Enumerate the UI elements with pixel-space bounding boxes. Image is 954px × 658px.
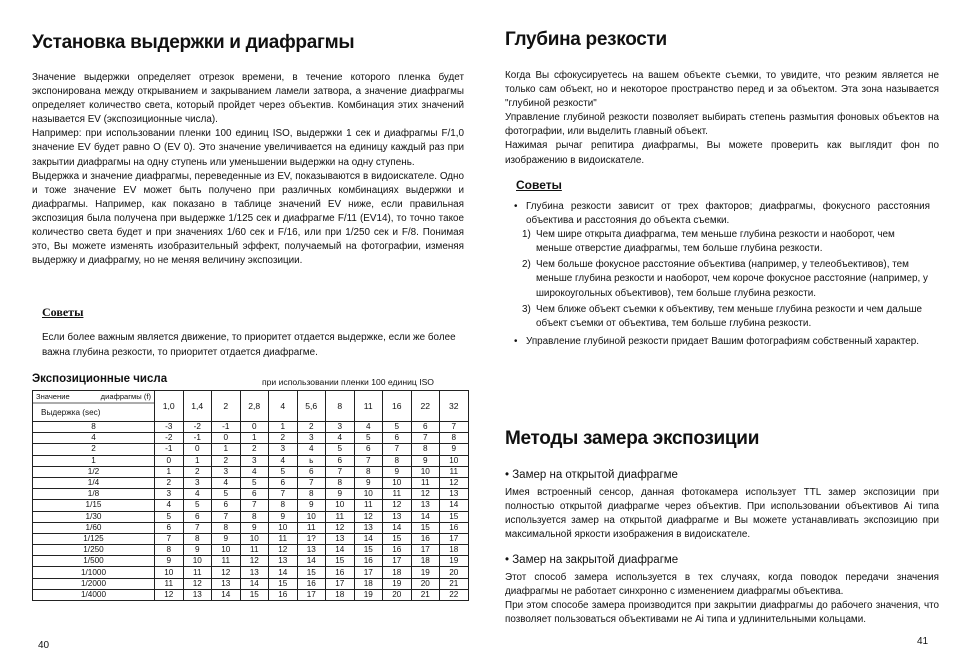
table-row (33, 433, 469, 444)
ev-cell: 11 (297, 522, 326, 533)
ev-cell: 8 (269, 500, 298, 511)
ev-cell: 16 (297, 578, 326, 589)
ev-cell: 13 (383, 511, 412, 522)
table-row (33, 522, 469, 533)
ev-cell: -1 (183, 433, 212, 444)
ev-cell: 7 (383, 444, 412, 455)
open-aperture-text: Имея встроенный сенсор, данная фотокамера использует TTL замер экспозиции при полностью открытой диафрагме через объектив. При использовании объективов Ai типа используется замер на открытой диафрагме и Вы можете устанавливать экспозицию при максимальной яркости изображения в видоискателе. (505, 487, 939, 541)
ev-cell: 8 (297, 489, 326, 500)
shutter-cell: 1/250 (33, 545, 155, 556)
table-row (33, 489, 469, 500)
right-tips-heading: Советы (516, 178, 562, 192)
ev-cell: 8 (155, 545, 184, 556)
ev-cell: 16 (440, 522, 469, 533)
ev-cell: 7 (269, 489, 298, 500)
ev-cell: 7 (411, 433, 440, 444)
ev-cell: 6 (354, 444, 383, 455)
ev-cell: 7 (297, 477, 326, 488)
ev-cell: 14 (297, 556, 326, 567)
ev-cell: 4 (155, 500, 184, 511)
dof-paragraph-1: Когда Вы сфокусируетесь на вашем объекте съемки, то увидите, что резким является не только сам объект, но и некоторое пространство перед и за объектом. Эта зона называется "глубиной резкости" (505, 70, 939, 110)
aperture-header-cell: 4 (269, 391, 298, 422)
table-row (33, 477, 469, 488)
ev-cell: 10 (212, 545, 241, 556)
aperture-header-cell: 5,6 (297, 391, 326, 422)
ev-cell: 17 (326, 578, 355, 589)
ev-cell: 20 (440, 567, 469, 578)
closed-aperture-heading-text: Замер на закрытой диафрагме (512, 554, 679, 566)
ev-cell: 0 (183, 444, 212, 455)
ev-cell: 12 (269, 545, 298, 556)
ev-cell: 6 (326, 455, 355, 466)
ev-cell: 9 (354, 477, 383, 488)
subitem-number: 1) (522, 229, 531, 241)
ev-cell: 2 (297, 422, 326, 433)
aperture-header-cell: 2 (212, 391, 241, 422)
ev-cell: 16 (326, 567, 355, 578)
tips-subitem-3 (522, 303, 930, 331)
ev-cell: 12 (240, 556, 269, 567)
ev-cell: 2 (240, 444, 269, 455)
tips-bullet-2 (514, 335, 930, 349)
shutter-cell: 1/30 (33, 511, 155, 522)
ev-cell: 1 (269, 422, 298, 433)
ev-cell: 11 (354, 500, 383, 511)
ev-cell: 4 (269, 455, 298, 466)
dof-title: Глубина резкости (505, 29, 667, 50)
ev-cell: 3 (183, 477, 212, 488)
aperture-header-cell: 32 (440, 391, 469, 422)
ev-cell: 7 (326, 466, 355, 477)
ev-cell: 13 (212, 578, 241, 589)
dof-intro (505, 69, 939, 168)
ev-cell: 9 (411, 455, 440, 466)
ev-cell: 4 (183, 489, 212, 500)
ev-cell: 13 (183, 589, 212, 600)
shutter-cell: 1/2 (33, 466, 155, 477)
subitem-text: Чем больше фокусное расстояние объектива (например, у телеобъективов), тем меньше глубина резкости и наоборот, чем короче фокусное расстояние (например, у широкоугольных объективов), тем больше глубина резкости. (536, 259, 928, 299)
table-row (33, 545, 469, 556)
shutter-cell: 1/8 (33, 489, 155, 500)
ev-cell: 4 (326, 433, 355, 444)
ev-cell: 3 (297, 433, 326, 444)
ev-cell: 9 (383, 466, 412, 477)
ev-cell: 14 (354, 533, 383, 544)
bullet-mark: • (514, 201, 518, 212)
ev-cell: 2 (183, 466, 212, 477)
intro-paragraph-2: Например: при использовании пленки 100 единиц ISO, выдержки 1 сек и диафрагмы F/1,0 значение EV будет равно О (EV 0). Это значение увеличивается на единицу каждый раз при закрытии диафрагмы на одну ступень или уменьшении выдержки на одну ступень. (32, 128, 464, 168)
ev-cell: 14 (440, 500, 469, 511)
ev-cell: 1 (183, 455, 212, 466)
ev-cell: 13 (297, 545, 326, 556)
ev-cell: 17 (354, 567, 383, 578)
ev-cell: 2 (155, 477, 184, 488)
table-row (33, 511, 469, 522)
ev-cell: 14 (383, 522, 412, 533)
ev-cell: 16 (354, 556, 383, 567)
ev-cell: 2 (212, 455, 241, 466)
ev-cell: 12 (212, 567, 241, 578)
exposure-table (32, 390, 469, 601)
ev-cell: 10 (411, 466, 440, 477)
shutter-cell: 1/15 (33, 500, 155, 511)
intro-paragraph-3: Выдержка и значение диафрагмы, переведенные из EV, показываются в видоискателе. Одно и тоже значение EV может быть получено при различных комбинациях выдержки и диафрагмы. Например, как показано в таблице значений EV ниже, если правильная экспозиция была получена при выдержке 1/125 сек и диафрагме F/11 (EV14), то точно такое количество света будет и при значениях 1/60 сек и F/16, или при 1/250 сек и F/8. Понимая это, Вы можете изменять изобразительный эффект, получаемый на фотографии, изменяя выдержку и диафрагму, но не меняя величину экспозиции. (32, 170, 464, 267)
ev-cell: 10 (240, 533, 269, 544)
closed-paragraph-1: Этот способ замера используется в тех случаях, когда поводок передачи значения диафрагмы не работает синхронно с изменением диафрагмы объектива. (505, 572, 939, 598)
subitem-text: Чем шире открыта диафрагма, тем меньше глубина резкости и наоборот, чем меньше отверстие диафрагмы, тем больше глубина резкости. (536, 229, 895, 255)
tips-subitem-2 (522, 258, 930, 300)
ev-cell: 1? (297, 533, 326, 544)
ev-cell: 4 (240, 466, 269, 477)
ev-cell: 13 (354, 522, 383, 533)
ev-cell: 3 (155, 489, 184, 500)
dof-paragraph-2: Управление глубиной резкости позволяет выбирать степень размытия фоновых объектов на фотографии, или выделить главный объект. (505, 112, 939, 138)
dof-paragraph-3: Нажимая рычаг репитира диафрагмы, Вы можете проверить как выглядит фон по изображению в видоискателе. (505, 140, 939, 166)
ev-cell: 1 (212, 444, 241, 455)
ev-cell: 8 (183, 533, 212, 544)
aperture-header-cell: 22 (411, 391, 440, 422)
shutter-cell: 2 (33, 444, 155, 455)
ev-cell: 15 (240, 589, 269, 600)
ev-cell: 0 (155, 455, 184, 466)
ev-cell: 2 (269, 433, 298, 444)
ev-cell: 14 (212, 589, 241, 600)
ev-cell: 3 (240, 455, 269, 466)
ev-cell: 21 (411, 589, 440, 600)
ev-cell: 19 (354, 589, 383, 600)
table-note: при использовании пленки 100 единиц ISO (262, 377, 434, 387)
table-row (33, 466, 469, 477)
ev-cell: -3 (155, 422, 184, 433)
ev-cell: 13 (240, 567, 269, 578)
ev-cell: 3 (269, 444, 298, 455)
ev-cell: -2 (183, 422, 212, 433)
ev-cell: 6 (411, 422, 440, 433)
ev-cell: 7 (440, 422, 469, 433)
ev-cell: 5 (240, 477, 269, 488)
ev-cell: -1 (155, 444, 184, 455)
ev-cell: 14 (269, 567, 298, 578)
shutter-cell: 1/125 (33, 533, 155, 544)
ev-cell: 20 (411, 578, 440, 589)
corner-aperture-unit: диафрагмы (f) (100, 392, 151, 401)
ev-cell: 10 (354, 489, 383, 500)
ev-cell: 11 (440, 466, 469, 477)
ev-cell: 5 (212, 489, 241, 500)
tips-bullet-2-text: Управление глубиной резкости придает Вашим фотографиям собственный характер. (526, 335, 919, 347)
ev-cell: 5 (326, 444, 355, 455)
ev-cell: 4 (354, 422, 383, 433)
ev-cell: 10 (440, 455, 469, 466)
table-title: Экспозиционные числа (32, 373, 168, 385)
ev-cell: 12 (354, 511, 383, 522)
table-row (33, 500, 469, 511)
left-page-number: 40 (38, 640, 50, 651)
ev-cell: 10 (183, 556, 212, 567)
ev-cell: 11 (383, 489, 412, 500)
exposure-intro (32, 71, 464, 268)
ev-cell: 15 (354, 545, 383, 556)
ev-cell: 15 (411, 522, 440, 533)
ev-cell: 8 (354, 466, 383, 477)
ev-cell: 7 (155, 533, 184, 544)
ev-cell: 6 (240, 489, 269, 500)
ev-cell: 16 (383, 545, 412, 556)
ev-cell: 4 (212, 477, 241, 488)
right-page-number: 41 (917, 636, 929, 647)
ev-cell: 10 (155, 567, 184, 578)
ev-cell: 19 (383, 578, 412, 589)
ev-cell: 15 (269, 578, 298, 589)
ev-cell: 7 (354, 455, 383, 466)
ev-cell: 1 (155, 466, 184, 477)
ev-cell: 5 (183, 500, 212, 511)
ev-cell: 9 (240, 522, 269, 533)
ev-cell: 19 (411, 567, 440, 578)
table-row (33, 556, 469, 567)
table-row (33, 589, 469, 600)
ev-cell: 17 (440, 533, 469, 544)
ev-cell: 7 (183, 522, 212, 533)
ev-cell: 18 (411, 556, 440, 567)
ev-cell: 8 (383, 455, 412, 466)
ev-cell: 4 (297, 444, 326, 455)
ev-cell: 9 (212, 533, 241, 544)
open-aperture-heading-text: Замер на открытой диафрагме (512, 469, 678, 481)
ev-cell: 11 (183, 567, 212, 578)
table-row (33, 567, 469, 578)
ev-cell: 11 (411, 477, 440, 488)
tips-bullet-1-text: Глубина резкости зависит от трех факторов; диафрагмы, фокусного расстояния объектива и расстояния до объекта съемки. (526, 201, 930, 227)
aperture-header-cell: 8 (326, 391, 355, 422)
ev-cell: 13 (269, 556, 298, 567)
ev-cell: 0 (240, 422, 269, 433)
shutter-cell: 4 (33, 433, 155, 444)
ev-cell: -1 (212, 422, 241, 433)
bullet-mark: • (505, 554, 510, 566)
ev-cell: 7 (212, 511, 241, 522)
ev-cell: 21 (440, 578, 469, 589)
ev-cell: 14 (326, 545, 355, 556)
ev-cell: 9 (326, 489, 355, 500)
ev-cell: 22 (440, 589, 469, 600)
ev-cell: 7 (240, 500, 269, 511)
dof-tips-list (514, 200, 930, 349)
shutter-cell: 1 (33, 455, 155, 466)
ev-cell: 17 (411, 545, 440, 556)
subitem-number: 2) (522, 259, 531, 271)
ev-cell: 18 (383, 567, 412, 578)
ev-cell: 9 (269, 511, 298, 522)
closed-aperture-heading (505, 554, 678, 566)
table-row (33, 455, 469, 466)
corner-aperture-label: Значение (36, 392, 70, 401)
ev-cell: 9 (183, 545, 212, 556)
ev-cell: 1 (240, 433, 269, 444)
ev-cell: 5 (269, 466, 298, 477)
table-header-row (33, 391, 469, 422)
tips-subitem-1 (522, 228, 930, 256)
ev-cell: 8 (411, 444, 440, 455)
ev-cell: 3 (212, 466, 241, 477)
ev-cell: 3 (326, 422, 355, 433)
table-row (33, 444, 469, 455)
table-row (33, 533, 469, 544)
ev-cell: 8 (240, 511, 269, 522)
ev-cell: 16 (411, 533, 440, 544)
ev-cell: 8 (326, 477, 355, 488)
table-corner-cell (33, 391, 155, 422)
ev-cell: 11 (212, 556, 241, 567)
closed-paragraph-2: При этом способе замера производится при закрытии диафрагмы до рабочего значения, что позволяет пользоваться объективами не Ai типа и удлинительными кольцами. (505, 600, 939, 626)
subitem-number: 3) (522, 303, 531, 315)
ev-cell: 5 (354, 433, 383, 444)
shutter-cell: 1/500 (33, 556, 155, 567)
ev-cell: 11 (326, 511, 355, 522)
aperture-header-cell: 2,8 (240, 391, 269, 422)
ev-cell: 8 (212, 522, 241, 533)
ev-cell: 10 (297, 511, 326, 522)
ev-cell: 6 (269, 477, 298, 488)
ev-cell: ь (297, 455, 326, 466)
ev-cell: 13 (411, 500, 440, 511)
ev-cell: 18 (354, 578, 383, 589)
subitem-text: Чем ближе объект съемки к объективу, тем меньше глубина резкости и чем дальше объект съемки от объектива, тем больше глубина резкости. (536, 303, 923, 329)
ev-cell: 12 (326, 522, 355, 533)
ev-cell: 6 (155, 522, 184, 533)
ev-cell: 12 (183, 578, 212, 589)
ev-cell: 15 (440, 511, 469, 522)
ev-cell: 18 (326, 589, 355, 600)
aperture-header-cell: 1,4 (183, 391, 212, 422)
intro-paragraph-1: Значение выдержки определяет отрезок времени, в течение которого пленка будет экспонирована между открыванием и закрыванием ламели затвора, а значение диафрагмы определяет количество света, который пройдет через объектив. Комбинация этих значений называется EV (экспозиционные числа). (32, 72, 464, 126)
open-aperture-heading (505, 469, 678, 481)
ev-cell: 6 (212, 500, 241, 511)
ev-cell: 10 (383, 477, 412, 488)
ev-cell: 5 (383, 422, 412, 433)
ev-cell: 6 (383, 433, 412, 444)
ev-cell: 0 (212, 433, 241, 444)
left-tips-heading: Советы (42, 305, 84, 319)
ev-cell: 14 (240, 578, 269, 589)
ev-cell: 6 (297, 466, 326, 477)
ev-cell: 9 (155, 556, 184, 567)
ev-cell: 15 (297, 567, 326, 578)
ev-cell: 11 (240, 545, 269, 556)
shutter-cell: 1/4 (33, 477, 155, 488)
ev-cell: 15 (383, 533, 412, 544)
ev-cell: 20 (383, 589, 412, 600)
left-tips-text: Если более важным является движение, то приоритет отдается выдержке, если же более важна глубина резкости, то приоритет отдается диафрагме. (42, 332, 456, 358)
shutter-cell: 1/2000 (33, 578, 155, 589)
shutter-cell: 8 (33, 422, 155, 433)
aperture-header-cell: 1,0 (155, 391, 184, 422)
ev-cell: -2 (155, 433, 184, 444)
shutter-cell: 1/1000 (33, 567, 155, 578)
shutter-cell: 1/60 (33, 522, 155, 533)
ev-cell: 10 (326, 500, 355, 511)
ev-cell: 11 (155, 578, 184, 589)
bullet-mark: • (514, 335, 518, 347)
ev-cell: 15 (326, 556, 355, 567)
ev-cell: 12 (440, 477, 469, 488)
ev-cell: 19 (440, 556, 469, 567)
ev-cell: 12 (383, 500, 412, 511)
ev-cell: 14 (411, 511, 440, 522)
ev-cell: 17 (297, 589, 326, 600)
ev-cell: 9 (440, 444, 469, 455)
bullet-mark: • (505, 469, 510, 481)
ev-cell: 12 (411, 489, 440, 500)
aperture-header-cell: 16 (383, 391, 412, 422)
corner-shutter-label: Выдержка (sec) (41, 408, 101, 417)
aperture-header-cell: 11 (354, 391, 383, 422)
table-row (33, 422, 469, 433)
shutter-cell: 1/4000 (33, 589, 155, 600)
closed-aperture-text (505, 571, 939, 627)
ev-cell: 13 (326, 533, 355, 544)
ev-cell: 16 (269, 589, 298, 600)
ev-cell: 6 (183, 511, 212, 522)
ev-cell: 12 (155, 589, 184, 600)
ev-cell: 9 (297, 500, 326, 511)
ev-cell: 11 (269, 533, 298, 544)
table-row (33, 578, 469, 589)
ev-cell: 5 (155, 511, 184, 522)
tips-bullet-1 (514, 200, 930, 228)
ev-cell: 17 (383, 556, 412, 567)
ev-cell: 8 (440, 433, 469, 444)
ev-cell: 13 (440, 489, 469, 500)
ev-cell: 10 (269, 522, 298, 533)
metering-title: Методы замера экспозиции (505, 428, 760, 449)
ev-cell: 18 (440, 545, 469, 556)
left-page-title: Установка выдержки и диафрагмы (32, 32, 355, 53)
